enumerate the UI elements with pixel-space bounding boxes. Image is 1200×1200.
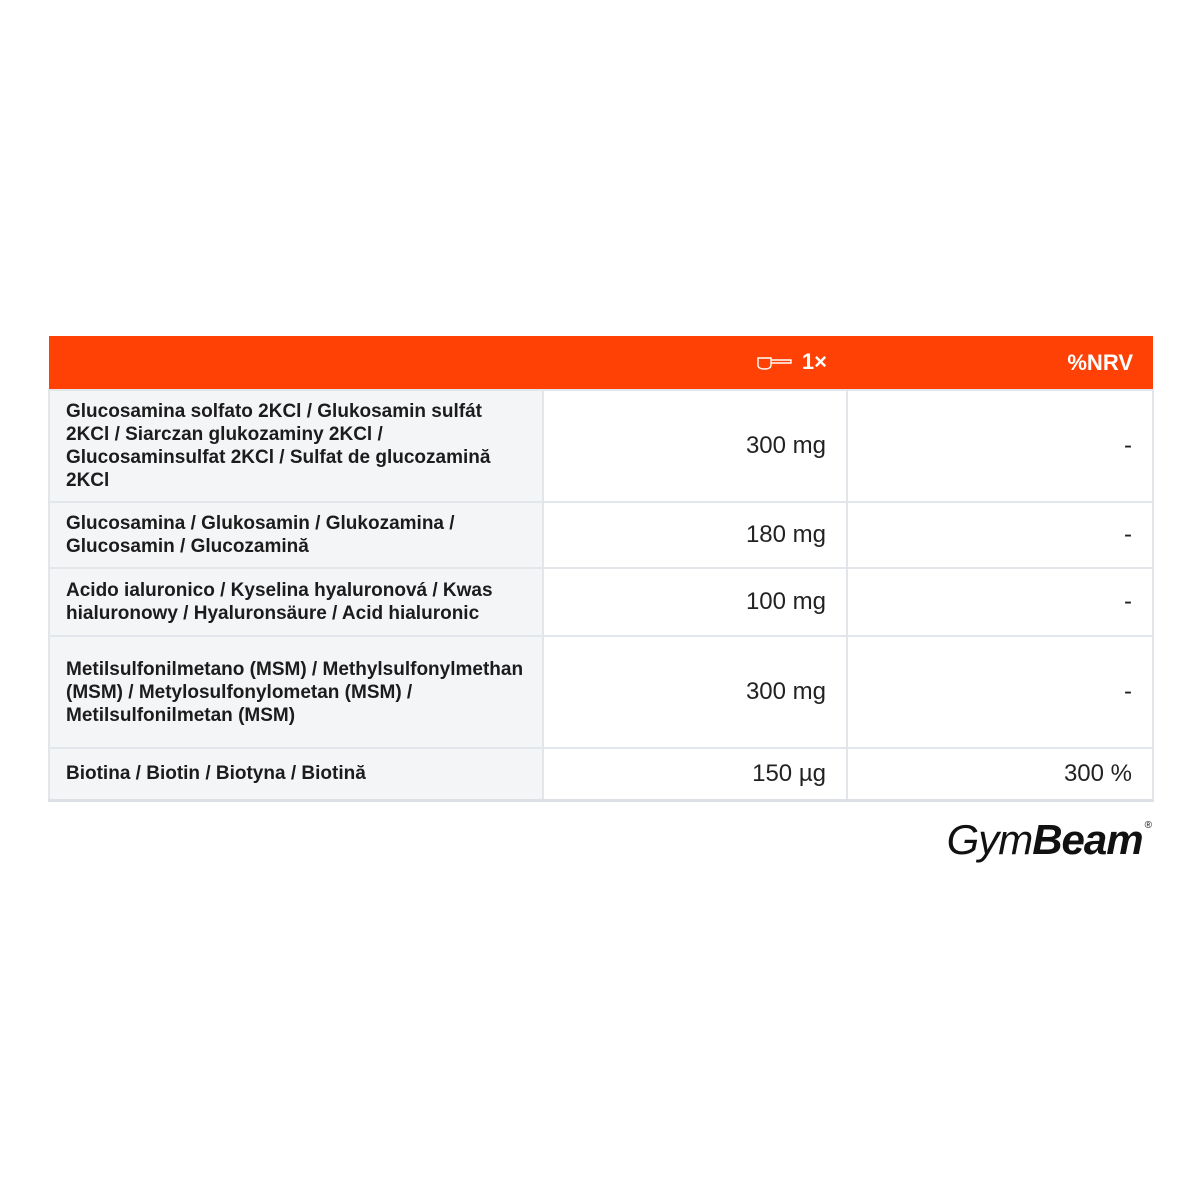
table-row	[49, 390, 1153, 502]
nutrition-table	[48, 336, 1154, 802]
ingredient-amount: 150 µg	[543, 748, 847, 800]
ingredient-name: Glucosamina solfato 2KCl / Glukosamin sulfát 2KCl / Siarczan glukozaminy 2KCl / Glucosaminsulfat 2KCl / Sulfat de glucozamină 2KCl	[49, 390, 543, 502]
registered-mark: ®	[1144, 820, 1152, 831]
ingredient-nrv: 300 %	[847, 748, 1153, 800]
header-nrv-cell	[847, 336, 1153, 390]
header-nrv-label: %NRV	[1067, 349, 1133, 375]
table-row	[49, 636, 1153, 748]
table-row	[49, 748, 1153, 800]
ingredient-amount: 300 mg	[543, 390, 847, 502]
table-row	[49, 502, 1153, 568]
table-row	[49, 568, 1153, 636]
table-header-row	[49, 336, 1153, 390]
ingredient-name: Metilsulfonilmetano (MSM) / Methylsulfonylmethan (MSM) / Metylosulfonylometan (MSM) / Metilsulfonilmetan (MSM)	[49, 636, 543, 748]
nutrition-table-container	[48, 336, 1152, 802]
ingredient-nrv: -	[847, 636, 1153, 748]
logo-text-beam: Beam	[1032, 816, 1143, 863]
ingredient-amount: 180 mg	[543, 502, 847, 568]
scoop-icon	[756, 353, 794, 371]
ingredient-amount: 300 mg	[543, 636, 847, 748]
ingredient-nrv: -	[847, 390, 1153, 502]
logo-text-gym: Gym	[946, 816, 1033, 863]
gymbeam-logo	[947, 816, 1152, 864]
header-serving-cell	[543, 336, 847, 390]
ingredient-nrv: -	[847, 568, 1153, 636]
ingredient-name: Glucosamina / Glukosamin / Glukozamina / Glucosamin / Glucozamină	[49, 502, 543, 568]
ingredient-name: Acido ialuronico / Kyselina hyaluronová / Kwas hialuronowy / Hyaluronsäure / Acid hialuronic	[49, 568, 543, 636]
ingredient-amount: 100 mg	[543, 568, 847, 636]
ingredient-name: Biotina / Biotin / Biotyna / Biotină	[49, 748, 543, 800]
header-serving-label: 1×	[801, 348, 827, 374]
header-ingredient-cell	[49, 336, 543, 390]
ingredient-nrv: -	[847, 502, 1153, 568]
